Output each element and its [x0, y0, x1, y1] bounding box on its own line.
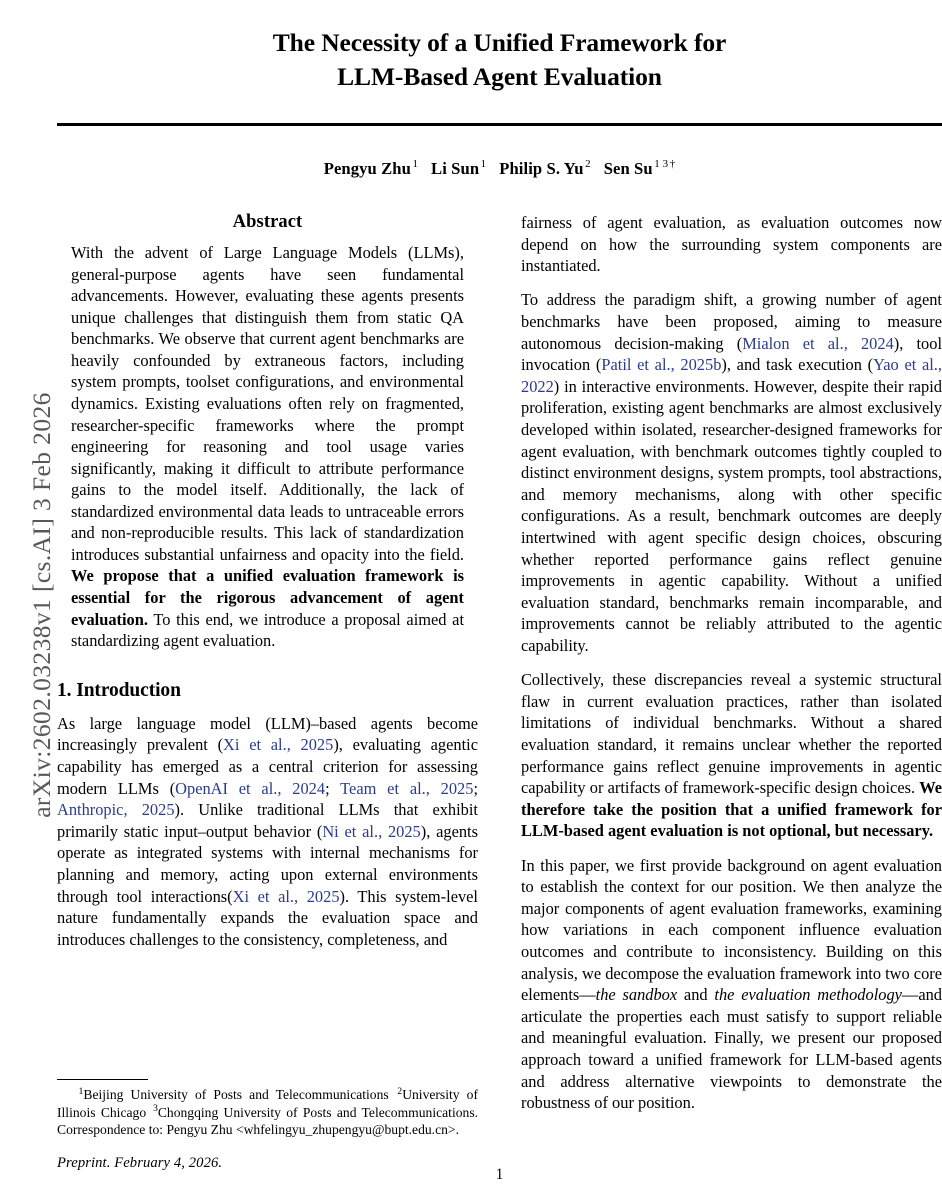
- intro-p2-text-2: ), tool invocation (: [521, 333, 942, 375]
- intro-p2-text-3: ), and task execution (: [721, 355, 874, 375]
- section-heading-introduction: 1. Introduction: [57, 679, 181, 701]
- citation-yao-2022[interactable]: Yao et al., 2022: [521, 355, 942, 396]
- position-statement-bold: We therefore take the position that a unified framework for LLM-based agent evaluation is not optional, but necessary.: [521, 778, 942, 841]
- intro-paragraph-1-continued: [521, 212, 942, 277]
- author-1: [324, 159, 418, 178]
- author-3: [499, 159, 590, 178]
- paper-page: [57, 0, 942, 1200]
- left-column: [57, 212, 478, 1172]
- page-title: [57, 26, 942, 94]
- author-1-name: Pengyu Zhu: [323, 158, 411, 178]
- page-number: 1: [495, 1166, 504, 1183]
- citation-xi-2025-b[interactable]: Xi et al., 2025: [232, 886, 340, 906]
- abstract-part-2: To this end, we introduce a proposal aimed at standardizing agent evaluation.: [71, 609, 464, 651]
- intro-p4-text-1: In this paper, we first provide background on agent evaluation to establish the context for our position. We then analyze the major components of agent evaluation frameworks, examining how variations in each component influence evaluation outcomes and contribute to inconsistency. Building on this analysis, we decompose the evaluation framework into two core elements—: [521, 855, 942, 1005]
- affiliation-marker-1: 1: [78, 1085, 84, 1097]
- footnote-affiliations: [57, 1086, 478, 1138]
- author-4-affiliation-marker: 1 3: [654, 158, 669, 171]
- author-4-dagger-marker: †: [669, 158, 676, 171]
- affiliation-2: University of Illinois Chicago: [57, 1087, 478, 1120]
- intro-p2-text-1: To address the paradigm shift, a growing number of agent benchmarks have been proposed, aiming to measure autonomous decision-making (: [521, 290, 942, 353]
- affiliation-1: Beijing University of Posts and Telecommunications: [83, 1087, 389, 1103]
- intro-paragraph-3: [521, 669, 942, 842]
- citation-anthropic-2025[interactable]: Anthropic, 2025: [57, 800, 175, 820]
- intro-p1-text-1: As large language model (LLM)–based agents become increasingly prevalent (: [57, 713, 478, 755]
- intro-p1-text-5: ). Unlike traditional LLMs that exhibit primarily static input–output behavior (: [57, 800, 478, 841]
- author-list: [57, 159, 942, 179]
- right-column: [521, 212, 942, 1172]
- author-3-name: Philip S. Yu: [499, 158, 584, 178]
- abstract-text: [57, 242, 478, 652]
- author-1-affiliation-marker: 1: [412, 158, 419, 171]
- two-column-body: [57, 212, 942, 1172]
- intro-p1-text-4: ;: [473, 778, 479, 798]
- intro-p1-text-7: ). This system-level nature fundamentally expands the evaluation space and introduces challenges to the consistency, completeness, and: [57, 886, 478, 949]
- preprint-notice: Preprint. February 4, 2026.: [57, 1155, 223, 1171]
- intro-p3-text-1: Collectively, these discrepancies reveal a systemic structural flaw in current evaluation practices, rather than isolated limitations of individual benchmarks. Without a shared evaluation standard, it remains unclear whether the reported performance gains reflect genuine improvements in agentic capability or artifacts of framework-specific design choices.: [521, 670, 942, 798]
- affiliation-3: Chongqing University of Posts and Telecommunications.: [157, 1104, 479, 1120]
- author-3-affiliation-marker: 2: [585, 158, 591, 171]
- intro-p1-continuation: fairness of agent evaluation, as evaluation outcomes now depend on how the surrounding system components are instantiated.: [521, 213, 942, 276]
- intro-paragraph-1: [57, 713, 478, 951]
- footnote-divider: [57, 1079, 148, 1080]
- intro-p4-text-2: and: [677, 985, 715, 1005]
- affiliation-marker-3: 3: [152, 1103, 158, 1115]
- intro-p4-text-3: —and articulate the properties each must satisfy to support reliable and meaningful evaluation. Finally, we present our proposed approach toward a unified framework for LLM-based agents and address alternative viewpoints to demonstrate the robustness of our position.: [521, 985, 942, 1113]
- author-2: [431, 159, 486, 178]
- author-2-name: Li Sun: [431, 158, 480, 178]
- abstract-bold-statement: We propose that a unified evaluation framework is essential for the rigorous advancement of agent evaluation.: [71, 566, 464, 629]
- abstract-heading: Abstract: [232, 212, 303, 232]
- citation-ni-2025[interactable]: Ni et al., 2025: [322, 821, 421, 841]
- intro-p1-text-2: ), evaluating agentic capability has emerged as a central criterion for assessing modern LLMs (: [57, 735, 478, 798]
- emphasis-evaluation-methodology: the evaluation methodology: [714, 985, 902, 1005]
- author-4-name: Sen Su: [603, 158, 653, 178]
- correspondence-text: Correspondence to: Pengyu Zhu <whfelingyu_zhupengyu@bupt.edu.cn>.: [57, 1121, 459, 1137]
- title-line-2: LLM-Based Agent Evaluation: [337, 61, 662, 91]
- intro-paragraph-4: [521, 855, 942, 1114]
- intro-paragraph-2: [521, 289, 942, 656]
- affiliation-marker-2: 2: [397, 1085, 403, 1097]
- author-4: [604, 159, 676, 178]
- citation-openai-2024[interactable]: OpenAI et al., 2024: [175, 778, 326, 798]
- intro-p1-text-3: ;: [325, 778, 341, 798]
- author-2-affiliation-marker: 1: [480, 158, 487, 171]
- footnote-block: [57, 1079, 478, 1172]
- citation-xi-2025-a[interactable]: Xi et al., 2025: [223, 735, 334, 755]
- introduction-section: [57, 680, 478, 951]
- emphasis-sandbox: the sandbox: [595, 985, 678, 1005]
- citation-mialon-2024[interactable]: Mialon et al., 2024: [742, 333, 894, 353]
- title-block: [57, 0, 942, 179]
- citation-patil-2025b[interactable]: Patil et al., 2025b: [601, 355, 722, 375]
- title-divider: [57, 123, 942, 126]
- intro-p1-text-6: ), agents operate as integrated systems with internal mechanisms for planning and memory, acting upon external environments through tool interactions(: [57, 821, 478, 906]
- title-line-1: The Necessity of a Unified Framework for: [272, 28, 727, 57]
- arxiv-stamp: arXiv:2602.03238v1 [cs.AI] 3 Feb 2026: [27, 392, 56, 818]
- abstract-part-1: With the advent of Large Language Models (LLMs), general-purpose agents have seen fundamental advancements. However, evaluating these agents presents unique challenges that distinguish them from static QA benchmarks. We observe that current agent benchmarks are heavily confounded by extraneous factors, including system prompts, toolset configurations, and environmental dynamics. Existing evaluations often rely on fragmented, researcher-specific frameworks where the prompt engineering for reasoning and tool usage varies significantly, making it difficult to attribute performance gains to the model itself. Additionally, the lack of standardized environmental data leads to untraceable errors and non-reproducible results. This lack of standardization introduces substantial unfairness and opacity into the field.: [71, 243, 464, 564]
- intro-p2-text-4: ) in interactive environments. However, despite their rapid proliferation, existing agent benchmarks are almost exclusively developed within isolated, researcher-designed frameworks for agent evaluation, with benchmark outcomes tightly coupled to distinct environment designs, system prompts, tool abstractions, and memory mechanisms, along with other specific configurations. As a result, benchmark outcomes are deeply intertwined with agent specific design choices, obscuring whether reported performance gains reflect genuine improvements in agentic capability. Without a unified evaluation standard, benchmarks remain incomparable, and improvements cannot be reliably attributed to the agentic capability.: [521, 376, 942, 656]
- citation-team-2025[interactable]: Team et al., 2025: [340, 778, 474, 798]
